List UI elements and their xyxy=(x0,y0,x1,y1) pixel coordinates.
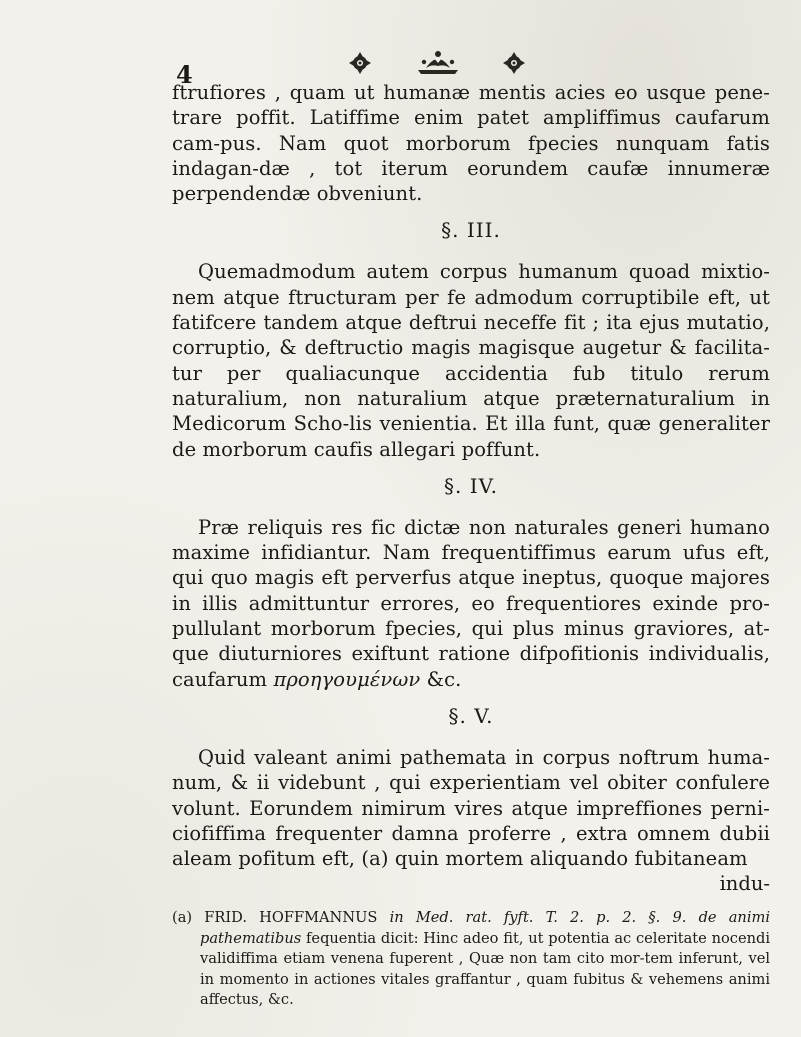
greek-term: προηγουμένων xyxy=(273,667,421,691)
paragraph-section-5 xyxy=(172,745,770,871)
footnote-reference-title: in Med. rat. fyft. xyxy=(389,909,534,927)
paragraph-section-4-text: Præ reliquis res fic dictæ non naturales generi humano maxime infidiantur. Nam frequentiffimus earum ufus eft, qui quo magis eft perverfus atque ineptus, quoque majores in illis admittuntur errores, eo frequentiores exinde pro-pullulant morborum fpecies, qui plus minus graviores, at-que diuturniores exiftunt ratione difpofitionis individualis, caufarum xyxy=(172,515,770,691)
footnote-reference: (a) xyxy=(361,847,389,871)
page-number: 4 xyxy=(176,60,193,89)
paragraph-continuation: ftrufiores , quam ut humanæ mentis acies eo usque pene-trare poffit. Latiffime enim patet ampliffimus caufarum cam-pus. Nam quot morborum fpecies nunquam fatis indagan-dæ , tot iterum eorundem caufæ innumeræ perpendendæ obveniunt. xyxy=(172,81,770,206)
footnote-marker: (a) xyxy=(172,909,193,927)
paragraph-section-5-text-b: quin mortem aliquando fubitaneam xyxy=(394,847,748,871)
paragraph-section-4-end: &c. xyxy=(426,667,462,691)
footnote-reference-location: T. 2. p. 2. §. 9. xyxy=(545,909,687,927)
section-heading-4: §. IV. xyxy=(444,473,498,498)
catchword: indu- xyxy=(719,872,770,896)
section-heading-5: §. V. xyxy=(448,703,494,728)
paragraph-section-5-text-a: Quid valeant animi pathemata in corpus noftrum huma-num, & ii videbunt , qui experientiam vel obiter confulere volunt. Eorundem nimirum vires atque impreffiones perni-ciofiffima frequenter damna proferre , extra omnem dubii aleam pofitum eft, xyxy=(172,745,770,871)
paragraph-section-4 xyxy=(172,515,770,692)
page-header xyxy=(0,40,801,89)
paragraph-section-3: Quemadmodum autem corpus humanum quoad mixtio-nem atque ftructuram per fe admodum corruptibile eft, ut fatifcere tandem atque deftrui neceffe fit ; ita ejus mutatio, corruptio, & deftructio magis magisque augetur & facilita-tur per qualiacunque accidentia fub titulo rerum naturalium, non naturalium atque præternaturalium in Medicorum Scho-lis venientia. Et illa funt, quæ generaliter de morborum caufis allegari poffunt. xyxy=(172,260,770,461)
section-heading-3: §. III. xyxy=(441,218,501,243)
footnote xyxy=(172,908,770,1011)
footnote-author: FRID. HOFFMANNUS xyxy=(204,909,378,927)
footnote-reference-chapter: de animi pathematibus xyxy=(200,909,770,947)
main-text xyxy=(172,80,770,1011)
footnote-text: fequentia dicit: Hinc adeo fit, ut potentia ac celeritate nocendi validiffima etiam venena fuperent , Quæ non tam cito mor-tem inferunt, vel in momento in actiones vitales graffantur , quam fubitus & vehemens animi affectus, &c. xyxy=(200,929,770,1009)
printers-ornament-icon xyxy=(318,46,558,80)
